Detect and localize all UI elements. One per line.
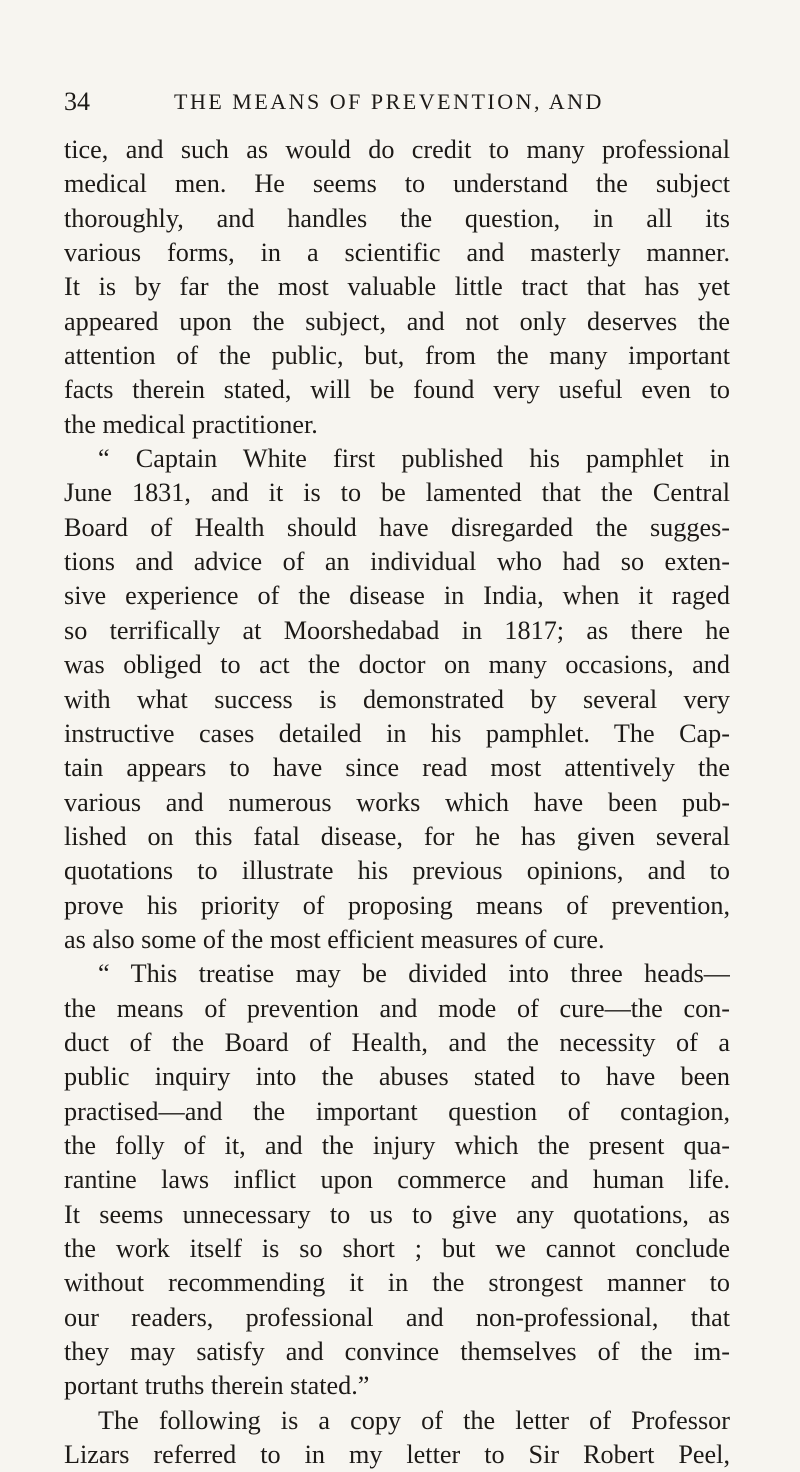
- text-line: portant truths therein stated.”: [64, 1371, 370, 1401]
- text-line: they may satisfy and convince themselves of the im-: [64, 1337, 730, 1367]
- text-line: various and numerous works which have been pub-: [64, 787, 730, 817]
- text-line: as also some of the most efficient measures of cure.: [64, 924, 605, 954]
- text-line: thoroughly, and handles the question, in all its: [64, 203, 730, 233]
- text-line: the work itself is so short ; but we cannot conclude: [64, 1234, 730, 1263]
- text-line: instructive cases detailed in his pamphlet. The Cap-: [64, 718, 730, 748]
- text-line: attention of the public, but, from the many important: [64, 341, 730, 371]
- text-line: practised—and the important question of contagion,: [64, 1096, 730, 1126]
- text-line: It seems unnecessary to us to give any quotations, as: [64, 1199, 730, 1229]
- text-line: lished on this fatal disease, for he has given several: [64, 821, 730, 851]
- text-line: tice, and such as would do credit to many professional: [64, 135, 730, 164]
- page-number: 34: [64, 87, 90, 116]
- text-line: quotations to illustrate his previous opinions, and to: [64, 856, 730, 886]
- text-line: The following is a copy of the letter of Professor: [98, 1405, 730, 1435]
- text-line: duct of the Board of Health, and the necessity of a: [64, 1027, 730, 1057]
- text-line: facts therein stated, will be found very useful even to: [64, 375, 730, 405]
- text-line: rantine laws inflict upon commerce and human life.: [64, 1165, 730, 1195]
- text-line: the folly of it, and the injury which the present qua-: [64, 1130, 730, 1160]
- text-line: It is by far the most valuable little tract that has yet: [64, 272, 730, 302]
- text-line: prove his priority of proposing means of prevention,: [64, 890, 730, 920]
- text-line: Board of Health should have disregarded the sugges-: [64, 512, 730, 542]
- text-line: Lizars referred to in my letter to Sir Robert Peel,: [64, 1440, 730, 1470]
- body-text: [64, 133, 730, 1472]
- text-line: “ This treatise may be divided into three heads—: [98, 959, 730, 989]
- text-line: our readers, professional and non-professional, that: [64, 1302, 730, 1332]
- text-line: tain appears to have since read most attentively the: [64, 753, 730, 783]
- text-line: so terrifically at Moorshedabad in 1817; as there he: [64, 615, 730, 645]
- text-line: June 1831, and it is to be lamented that the Central: [64, 478, 730, 508]
- running-head: THE MEANS OF PREVENTION, AND: [174, 89, 604, 114]
- text-line: the means of prevention and mode of cure—the con-: [64, 993, 730, 1023]
- text-line: appeared upon the subject, and not only deserves the: [64, 306, 730, 336]
- page-header: [64, 82, 724, 122]
- text-line: was obliged to act the doctor on many occasions, and: [64, 650, 730, 680]
- text-line: tions and advice of an individual who had so exten-: [64, 547, 730, 577]
- text-line: with what success is demonstrated by several very: [64, 684, 730, 714]
- text-line: public inquiry into the abuses stated to have been: [64, 1062, 730, 1092]
- text-line: medical men. He seems to understand the subject: [64, 169, 730, 199]
- text-line: without recommending it in the strongest manner to: [64, 1268, 730, 1298]
- text-line: various forms, in a scientific and masterly manner.: [64, 238, 730, 268]
- text-line: sive experience of the disease in India, when it raged: [64, 581, 730, 611]
- text-line: “ Captain White first published his pamphlet in: [98, 444, 730, 474]
- text-line: the medical practitioner.: [64, 409, 318, 439]
